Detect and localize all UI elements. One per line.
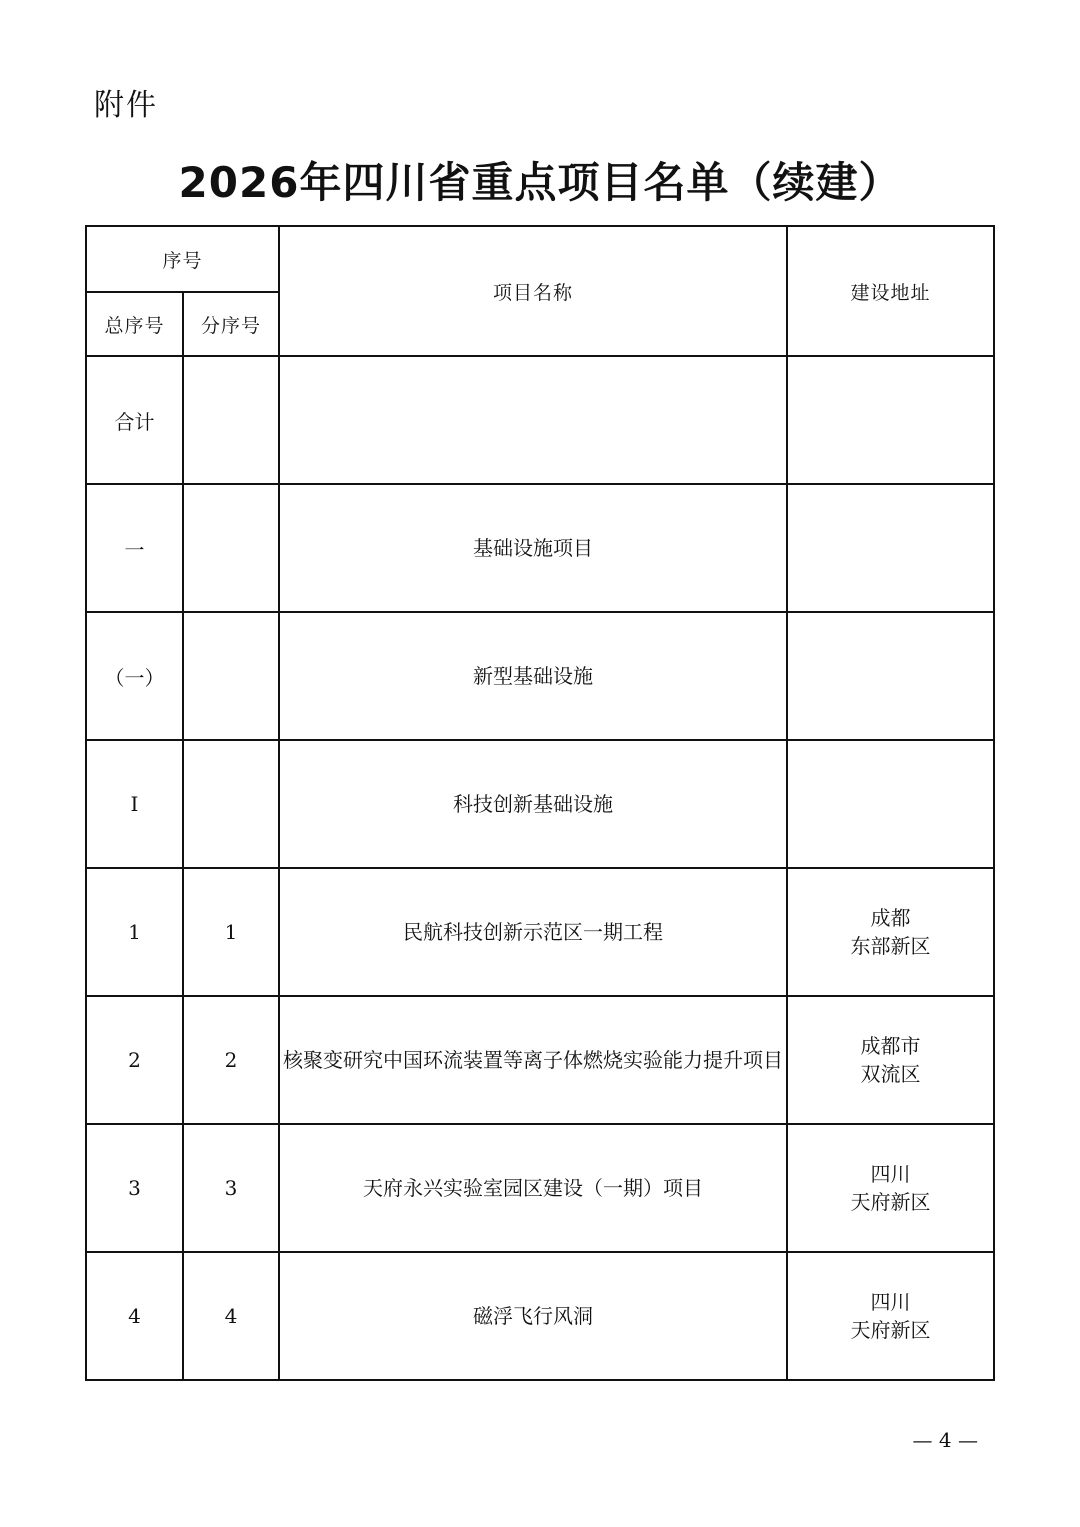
header-sub-seq: 分序号 xyxy=(183,292,279,356)
header-row-1 xyxy=(86,226,994,292)
table-row xyxy=(86,996,994,1124)
sub-seq-cell: 2 xyxy=(183,996,279,1124)
location-cell xyxy=(787,740,994,868)
sub-seq-cell xyxy=(183,484,279,612)
total-seq-cell: 一 xyxy=(86,484,183,612)
location-cell xyxy=(787,1252,994,1380)
location-cell xyxy=(787,868,994,996)
project-name-cell xyxy=(279,356,787,484)
sub-seq-cell: 4 xyxy=(183,1252,279,1380)
location-cell xyxy=(787,612,994,740)
total-seq-cell: Ⅰ xyxy=(86,740,183,868)
header-location: 建设地址 xyxy=(787,226,994,356)
table-row xyxy=(86,356,994,484)
sub-seq-cell: 3 xyxy=(183,1124,279,1252)
location-line: 天府新区 xyxy=(850,1190,931,1214)
location-cell xyxy=(787,1124,994,1252)
location-cell xyxy=(787,996,994,1124)
location-line: 四川 xyxy=(870,1162,911,1186)
sub-seq-cell xyxy=(183,612,279,740)
location-cell xyxy=(787,484,994,612)
location-line: 双流区 xyxy=(860,1062,921,1086)
attachment-label: 附件 xyxy=(94,88,158,123)
total-seq-cell: （一） xyxy=(86,612,183,740)
location-line: 成都市 xyxy=(860,1034,921,1058)
total-seq-cell: 合计 xyxy=(86,356,183,484)
location-line: 东部新区 xyxy=(850,934,931,958)
location-line: 四川 xyxy=(870,1290,911,1314)
project-name-cell: 基础设施项目 xyxy=(279,484,787,612)
total-seq-cell: 1 xyxy=(86,868,183,996)
table-row xyxy=(86,612,994,740)
table-row xyxy=(86,484,994,612)
header-project-name: 项目名称 xyxy=(279,226,787,356)
project-name-cell: 磁浮飞行风洞 xyxy=(279,1252,787,1380)
sub-seq-cell xyxy=(183,356,279,484)
project-name-cell: 新型基础设施 xyxy=(279,612,787,740)
document-title: 2026年四川省重点项目名单（续建） xyxy=(178,158,902,207)
project-name-cell: 核聚变研究中国环流装置等离子体燃烧实验能力提升项目 xyxy=(279,996,787,1124)
table-row xyxy=(86,740,994,868)
table-row xyxy=(86,868,994,996)
project-name-cell: 天府永兴实验室园区建设（一期）项目 xyxy=(279,1124,787,1252)
project-table xyxy=(85,225,995,1381)
total-seq-cell: 4 xyxy=(86,1252,183,1380)
total-seq-cell: 2 xyxy=(86,996,183,1124)
total-seq-cell: 3 xyxy=(86,1124,183,1252)
location-cell xyxy=(787,356,994,484)
table-row xyxy=(86,1124,994,1252)
location-line: 成都 xyxy=(870,906,911,930)
header-total-seq: 总序号 xyxy=(86,292,183,356)
page-number: — 4 — xyxy=(912,1428,978,1452)
sub-seq-cell: 1 xyxy=(183,868,279,996)
project-name-cell: 科技创新基础设施 xyxy=(279,740,787,868)
location-line: 天府新区 xyxy=(850,1318,931,1342)
header-seq-group: 序号 xyxy=(86,226,279,292)
sub-seq-cell xyxy=(183,740,279,868)
project-name-cell: 民航科技创新示范区一期工程 xyxy=(279,868,787,996)
table-row xyxy=(86,1252,994,1380)
